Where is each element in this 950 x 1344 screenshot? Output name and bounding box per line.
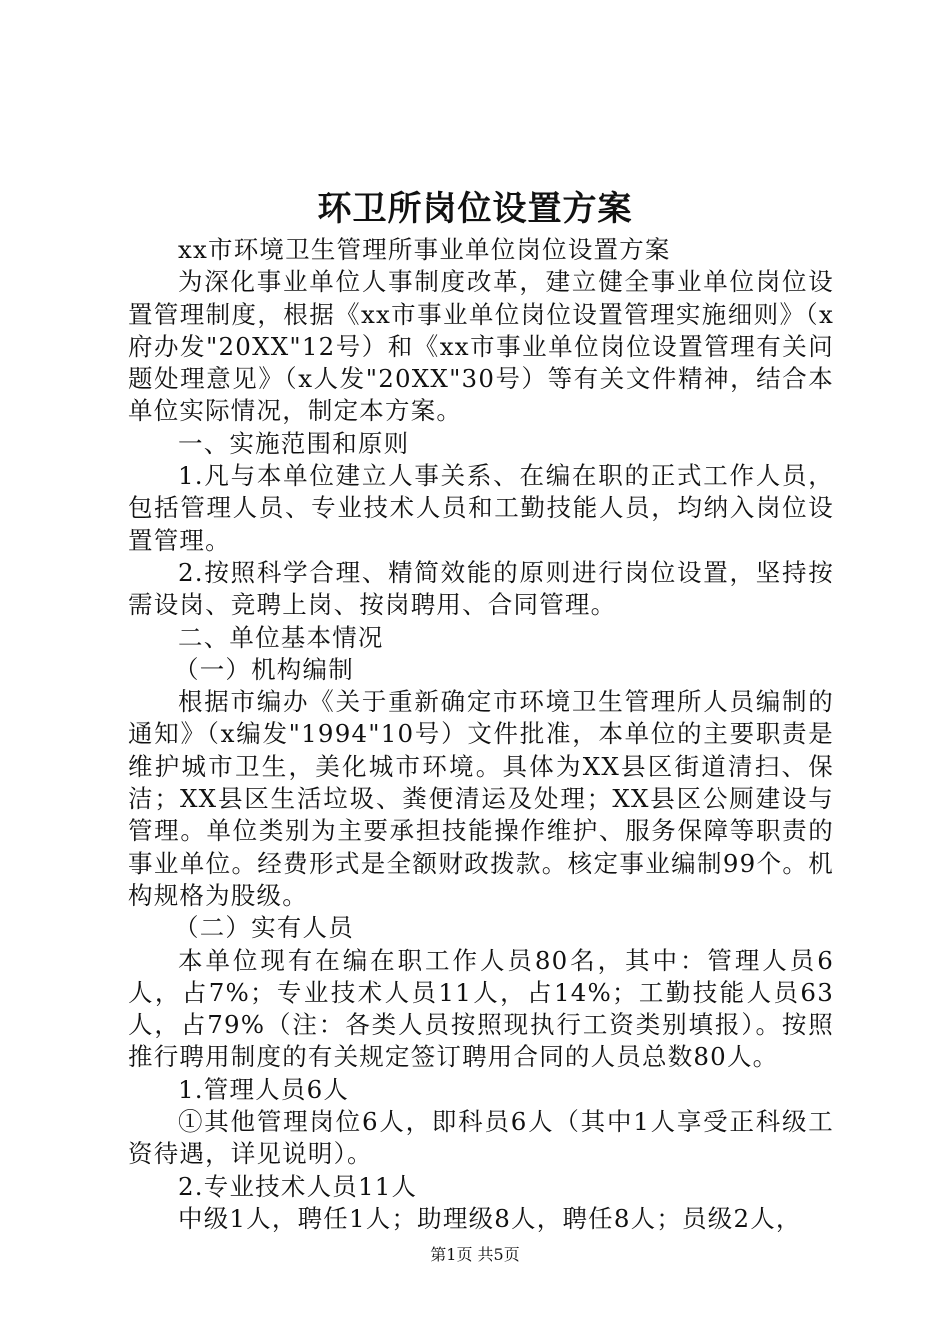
management-staff-heading: 1.管理人员6人 <box>178 1074 350 1104</box>
organization-paragraph: 根据市编办《关于重新确定市环境卫生管理所人员编制的通知》（x编发"1994"10号）文件批准，本单位的主要职责是维护城市卫生，美化城市环境。具体为XX县区街道清扫、保洁；XX县区生活垃圾、粪便清运及处理；XX县区公厕建设与管理。单位类别为主要承担技能操作维护、服务保障等职责的事业单位。经费形式是全额财政拨款。核定事业编制99个。机构规格为股级。 <box>128 687 834 910</box>
section-heading-basic-info: 二、单位基本情况 <box>178 622 384 652</box>
document-body <box>128 234 834 1235</box>
management-staff-detail: ①其他管理岗位6人，即科员6人（其中1人享受正科级工资待遇，详见说明）。 <box>128 1107 834 1169</box>
section-heading-scope: 一、实施范围和原则 <box>178 428 410 458</box>
intro-paragraph: 为深化事业单位人事制度改革，建立健全事业单位岗位设置管理制度，根据《xx市事业单位岗位设置管理实施细则》（x府办发"20XX"12号）和《xx市事业单位岗位设置管理有关问题处理意见》（x人发"20XX"30号）等有关文件精神，结合本单位实际情况，制定本方案。 <box>128 267 834 426</box>
scope-item-2: 2.按照科学合理、精简效能的原则进行岗位设置，坚持按需设岗、竞聘上岗、按岗聘用、合同管理。 <box>128 557 834 620</box>
technical-staff-detail: 中级1人，聘任1人；助理级8人，聘任8人；员级2人， <box>178 1203 802 1233</box>
technical-staff-heading: 2.专业技术人员11人 <box>178 1171 418 1201</box>
subsection-heading-staff: （二）实有人员 <box>174 913 354 943</box>
scope-item-1: 1.凡与本单位建立人事关系、在编在职的正式工作人员，包括管理人员、专业技术人员和工勤技能人员，均纳入岗位设置管理。 <box>128 461 834 555</box>
subtitle-paragraph: xx市环境卫生管理所事业单位岗位设置方案 <box>178 235 671 264</box>
document-title: 环卫所岗位设置方案 <box>317 189 633 229</box>
staff-paragraph: 本单位现有在编在职工作人员80名，其中：管理人员6人，占7%；专业技术人员11人，占14%；工勤技能人员63人，占79%（注：各类人员按照现执行工资类别填报）。按照推行聘用制度的有关规定签订聘用合同的人员总数80人。 <box>128 945 834 1072</box>
subsection-heading-organization: （一）机构编制 <box>174 654 354 684</box>
page-number-footer: 第1页 共5页 <box>430 1245 520 1264</box>
